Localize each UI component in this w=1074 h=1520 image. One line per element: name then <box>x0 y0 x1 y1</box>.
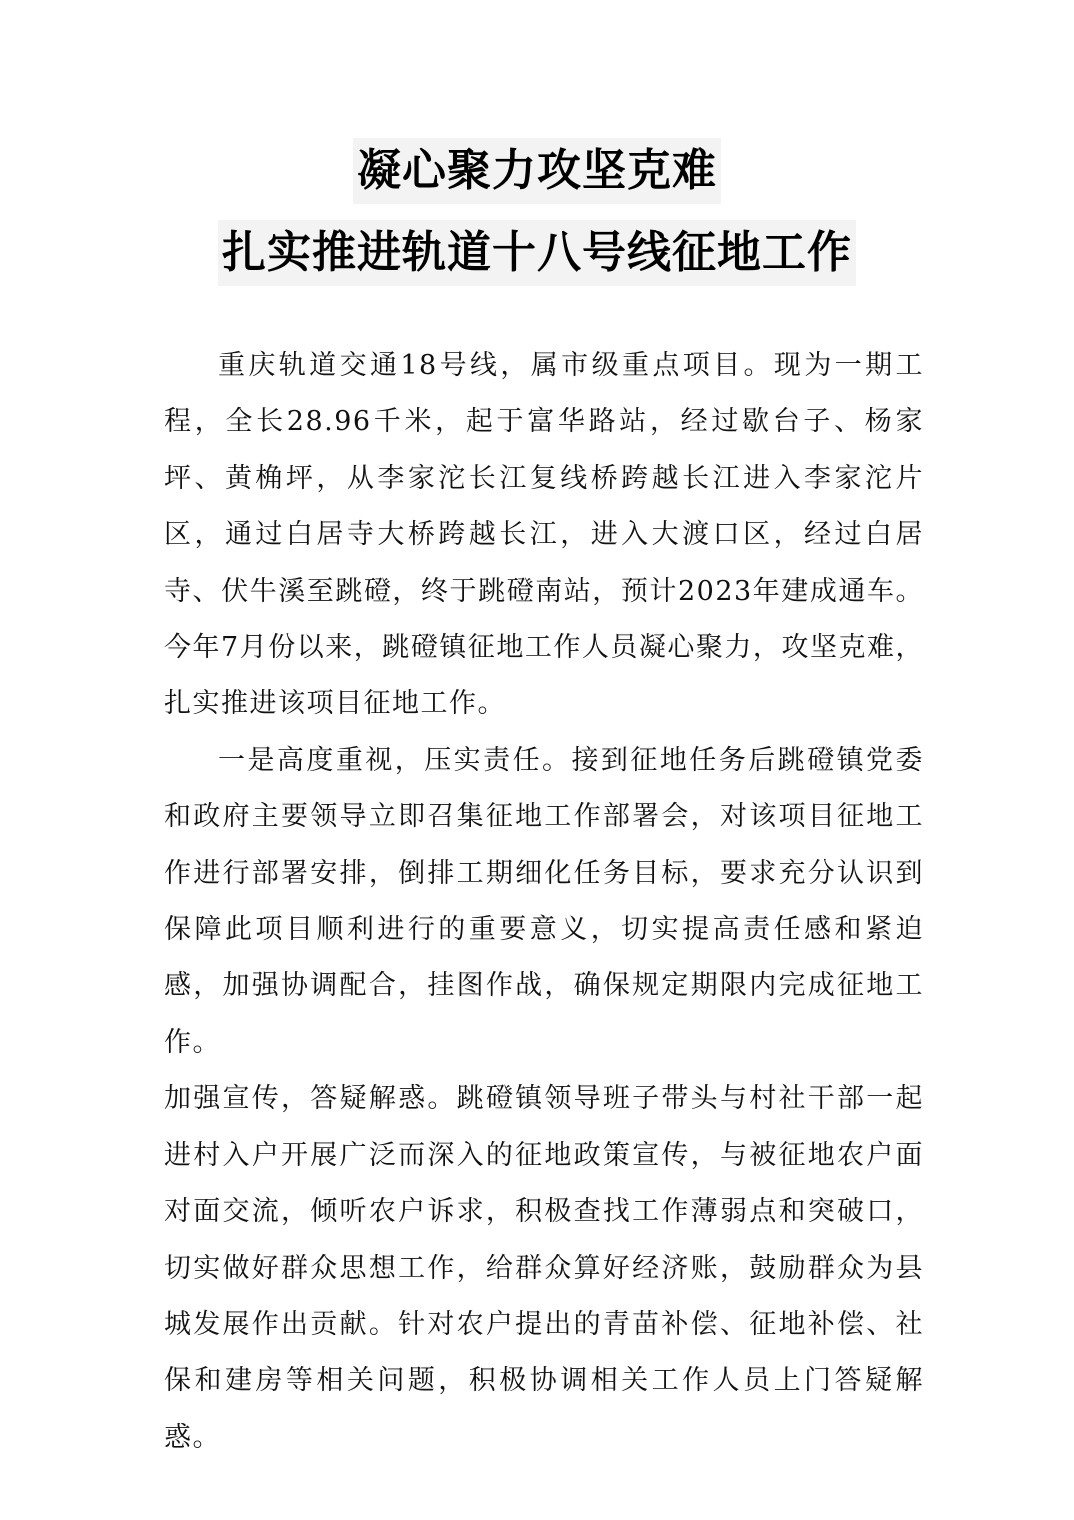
paragraph-publicity: 加强宣传，答疑解惑。跳磴镇领导班子带头与村社干部一起进村入户开展广泛而深入的征地政策宣传，与被征地农户面对面交流，倾听农户诉求，积极查找工作薄弱点和突破口，切实做好群众思想工作，给群众算好经济账，鼓励群众为县城发展作出贡献。针对农户提出的青苗补偿、征地补偿、社保和建房等相关问题，积极协调相关工作人员上门答疑解惑。 <box>164 1083 924 1453</box>
paragraph-responsibility: 一是高度重视，压实责任。接到征地任务后跳磴镇党委和政府主要领导立即召集征地工作部署会，对该项目征地工作进行部署安排，倒排工期细化任务目标，要求充分认识到保障此项目顺利进行的重要意义，切实提高责任感和紧迫感，加强协调配合，挂图作战，确保规定期限内完成征地工作。 <box>164 744 924 1058</box>
document-title <box>0 138 1074 286</box>
paragraph-intro: 重庆轨道交通18号线，属市级重点项目。现为一期工程，全长28.96千米，起于富华路站，经过歇台子、杨家坪、黄桷坪，从李家沱长江复线桥跨越长江进入李家沱片区，通过白居寺大桥跨越长江，进入大渡口区，经过白居寺、伏牛溪至跳磴，终于跳磴南站，预计2023年建成通车。今年7月份以来，跳磴镇征地工作人员凝心聚力，攻坚克难，扎实推进该项目征地工作。 <box>164 350 924 720</box>
document-body <box>164 338 924 1466</box>
title-line-2: 扎实推进轨道十八号线征地工作 <box>218 220 856 286</box>
title-line-1: 凝心聚力攻坚克难 <box>353 138 721 204</box>
